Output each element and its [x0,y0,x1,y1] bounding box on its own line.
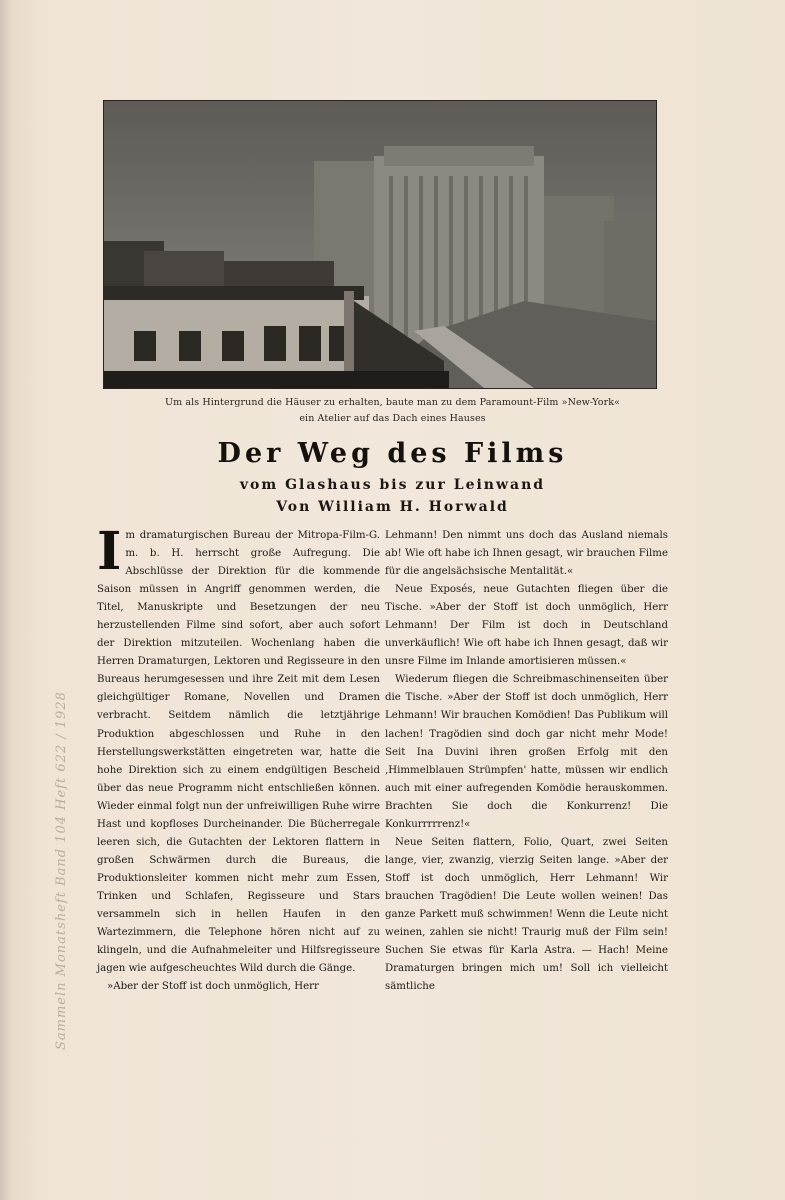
paragraph: Wiederum fliegen die Schreibmaschinenseiten über die Tische. »Aber der Stoff ist doch unmöglich, Herr Lehmann! Wir brauchen Komödien! Das Publikum will lachen! Tragödien sind doch gar nicht mehr Mode! Seit Ina Duvini ihren großen Erfolg mit den ‚Himmelblauen Strümpfen' hatte, müssen wir endlich auch mit einer aufregenden Komödie herauskommen. Brachten Sie doch die Konkurrenz! Die Konkurrrrrenz!« [385,674,668,830]
article-column-left [97,521,380,996]
article-column-right [385,527,668,996]
article-title: Der Weg des Films [217,438,568,469]
paragraph: Neue Seiten flattern, Folio, Quart, zwei Seiten lange, vier, zwanzig, vierzig Seiten lange. »Aber der Stoff ist doch unmöglich, Herr Lehmann! Wir brauchen Tragödien! Die Leute wollen weinen! Das ganze Parkett muß schwimmen! Wenn die Leute nicht weinen, zahlen sie nicht! Traurig muß der Film sein! Suchen Sie etwas für Karla Astra. — Hach! Meine Dramaturgen bringen mich um! Soll ich vielleicht sämtliche [385,836,668,993]
photo-caption [100,395,685,427]
city-skyline-image [104,101,656,388]
paragraph: Neue Exposés, neue Gutachten fliegen über die Tische. »Aber der Stoff ist doch unmöglich, Herr Lehmann! Der Film ist doch in Deutschland unverkäuflich! Wie oft habe ich Ihnen gesagt, daß wir unsre Filme im Inlande amortisieren müssen.« [385,584,668,668]
article-subtitle: vom Glashaus bis zur Leinwand [239,477,546,493]
caption-line: ein Atelier auf das Dach eines Hauses [299,413,486,424]
paragraph-text: m dramaturgischen Bureau der Mitropa-Film-G. m. b. H. herrscht große Aufregung. Die Abschlüsse der Direktion für die kommende Saison müssen in Angriff genommen werden, die Titel, Manuskripte und Besetzungen der neu herzustellenden Filme sind sofort, aber auch sofort der Direktion mitzuteilen. Wochenlang haben die Herren Dramaturgen, Lektoren und Regisseure in den Bureaus herumgesessen und ihre Zeit mit dem Lesen gleichgültiger Romane, Novellen und Dramen verbracht. Seitdem nämlich die letztjährige Produktion abgeschlossen und Ruhe in den Herstellungswerkstätten eingetreten war, hatte die hohe Direktion sich zu einem endgültigen Bescheid über das neue Programm nicht entschließen können. Wieder einmal folgt nun der unfreiwilligen Ruhe wirre Hast und kopfloses Durcheinander. Die Bücherregale leeren sich, die Gutachten der Lektoren flattern in großen Schwärmen durch die Bureaus, die Produktionsleiter kommen nicht mehr zum Essen, Trinken und Schlafen, Regisseure und Stars versammeln sich in hellen Haufen in den Wartezimmern, die Telephone hören nicht auf zu klingeln, und die Aufnahmeleiter und Hilfsregisseure jagen wie aufgescheuchtes Wild durch die Gänge. [97,530,380,975]
paragraph [97,521,380,978]
paragraph: Lehmann! Den nimmt uns doch das Ausland niemals ab! Wie oft habe ich Ihnen gesagt, wir brauchen Filme für die angelsächsische Mentalität.« [385,530,668,578]
article-byline: Von William H. Horwald [276,499,509,515]
drop-cap: I [97,521,122,582]
pencil-margin-note: Sammeln Monatsheft Band 104 Heft 622 / 1928 [54,691,69,1050]
paragraph: »Aber der Stoff ist doch unmöglich, Herr [107,981,319,993]
rooftop-photo [103,100,657,389]
caption-line: Um als Hintergrund die Häuser zu erhalten, baute man zu dem Paramount-Film »New-York« [165,397,620,408]
paper-edge [0,0,14,1200]
